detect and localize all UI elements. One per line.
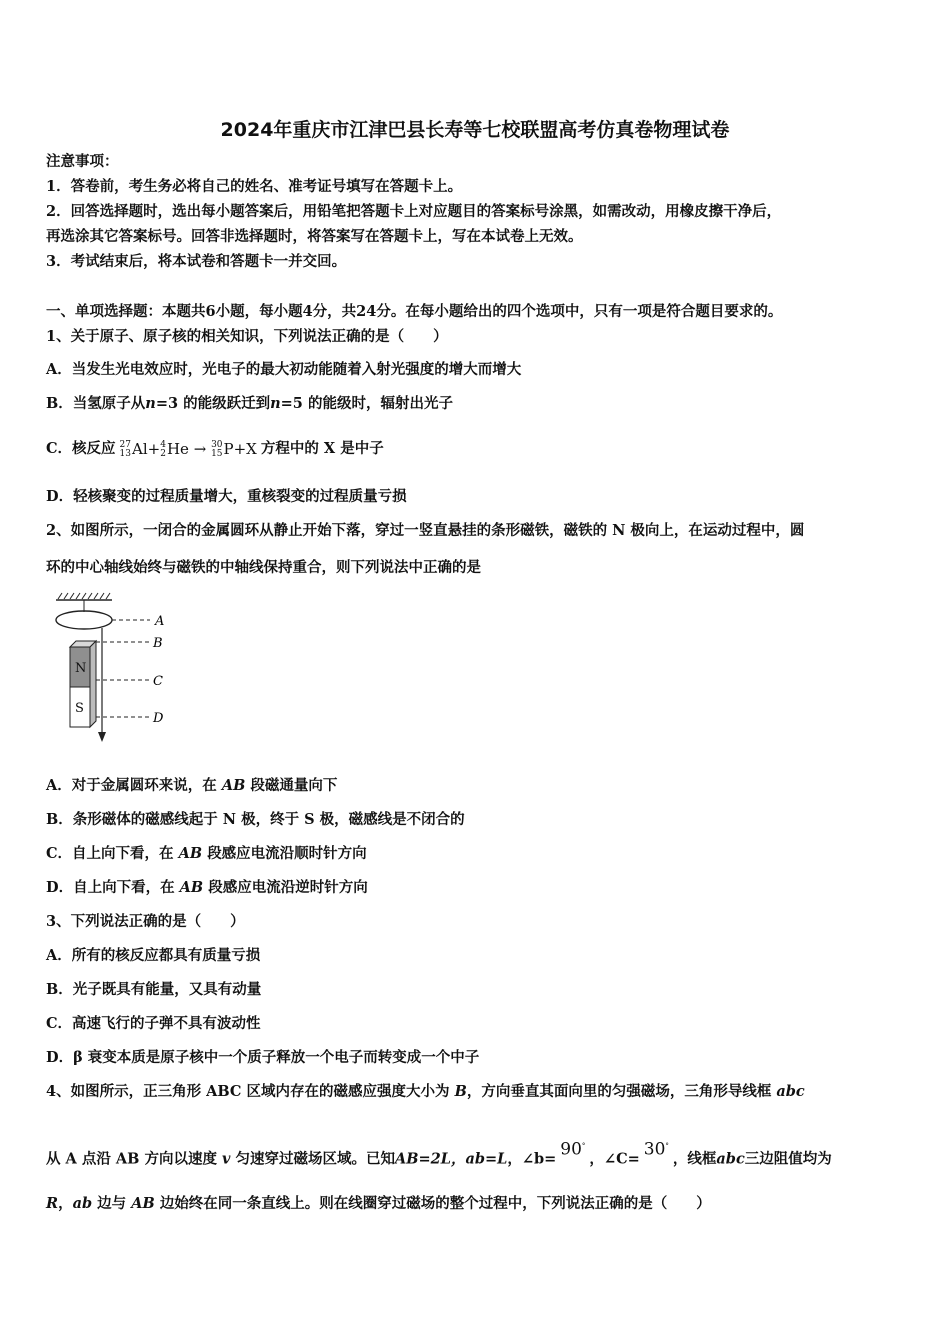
q3-option-c: C．高速飞行的子弹不具有波动性 xyxy=(46,1015,261,1032)
section-heading: 一、单项选择题：本题共6小题，每小题4分，共24分。在每小题给出的四个选项中，只有一项是符合题目要求的。 xyxy=(46,303,783,320)
q2-stem-line1: 2、如图所示，一闭合的金属圆环从静止开始下落，穿过一竖直悬挂的条形磁铁，磁铁的 N 极向上，在运动过程中，圆 xyxy=(46,522,805,539)
q4-stem-line1: 4、如图所示，正三角形 ABC 区域内存在的磁感应强度大小为 B，方向垂直其面向里的匀强磁场，三角形导线框 abc xyxy=(46,1083,805,1100)
svg-text:A: A xyxy=(155,614,165,629)
q1-option-b: B．当氢原子从n=3 的能级跃迁到n=5 的能级时，辐射出光子 xyxy=(46,395,453,412)
q2-option-a: A．对于金属圆环来说，在 AB 段磁通量向下 xyxy=(46,777,338,794)
q4-stem-line2: 从 A 点沿 AB 方向以速度 v 匀速穿过磁场区域。已知AB=2L，ab=L，∠b= 90°，∠C= 30°，线框abc三边阻值均为 xyxy=(46,1139,832,1168)
q3-option-d: D．β 衰变本质是原子核中一个质子释放一个电子而转变成一个中子 xyxy=(46,1049,480,1066)
svg-text:B: B xyxy=(153,636,163,651)
notice-item-2: 2．回答选择题时，选出每小题答案后，用铅笔把答题卡上对应题目的答案标号涂黑，如需改动，用橡皮擦干净后， xyxy=(46,203,782,220)
q2-stem-line2: 环的中心轴线始终与磁铁的中轴线保持重合，则下列说法中正确的是 xyxy=(46,559,481,576)
svg-text:S: S xyxy=(75,701,84,716)
q4-stem-line3: R，ab 边与 AB 边始终在同一条直线上。则在线圈穿过磁场的整个过程中，下列说法正确的是（ ） xyxy=(46,1195,711,1212)
q2-option-d: D．自上向下看，在 AB 段感应电流沿逆时针方向 xyxy=(46,879,368,896)
q3-stem: 3、下列说法正确的是（ ） xyxy=(46,913,245,930)
notice-item-1: 1．答卷前，考生务必将自己的姓名、准考证号填写在答题卡上。 xyxy=(46,178,463,195)
q1-option-d: D．轻核聚变的过程质量增大，重核裂变的过程质量亏损 xyxy=(46,488,407,505)
q2-option-b: B．条形磁体的磁感线起于 N 极，终于 S 极，磁感线是不闭合的 xyxy=(46,811,465,828)
magnet-ring-figure xyxy=(50,590,180,745)
notice-heading: 注意事项： xyxy=(46,153,119,170)
metal-ring xyxy=(56,611,112,629)
notice-item-3: 3．考试结束后，将本试卷和答题卡一并交回。 xyxy=(46,253,347,270)
q1-stem: 1、关于原子、原子核的相关知识，下列说法正确的是（ ） xyxy=(46,328,448,345)
q1-option-a: A．当发生光电效应时，光电子的最大初动能随着入射光强度的增大而增大 xyxy=(46,361,522,378)
q1-option-c: C．核反应 27 13 Al+ 4 2 He → 30 15 P+X 方程中的 X 是中子 xyxy=(46,432,384,466)
q3-option-b: B．光子既具有能量，又具有动量 xyxy=(46,981,262,998)
q2-option-c: C．自上向下看，在 AB 段感应电流沿顺时针方向 xyxy=(46,845,367,862)
page-title: 2024年重庆市江津巴县长寿等七校联盟高考仿真卷物理试卷 xyxy=(220,119,730,141)
svg-text:D: D xyxy=(153,711,164,726)
svg-text:N: N xyxy=(75,661,87,676)
svg-text:C: C xyxy=(153,674,163,689)
nuclear-equation: 27 13 Al+ 4 2 He → 30 15 P+X xyxy=(119,440,257,459)
q3-option-a: A．所有的核反应都具有质量亏损 xyxy=(46,947,261,964)
notice-item-2-cont: 再选涂其它答案标号。回答非选择题时，将答案写在答题卡上，写在本试卷上无效。 xyxy=(46,228,583,245)
